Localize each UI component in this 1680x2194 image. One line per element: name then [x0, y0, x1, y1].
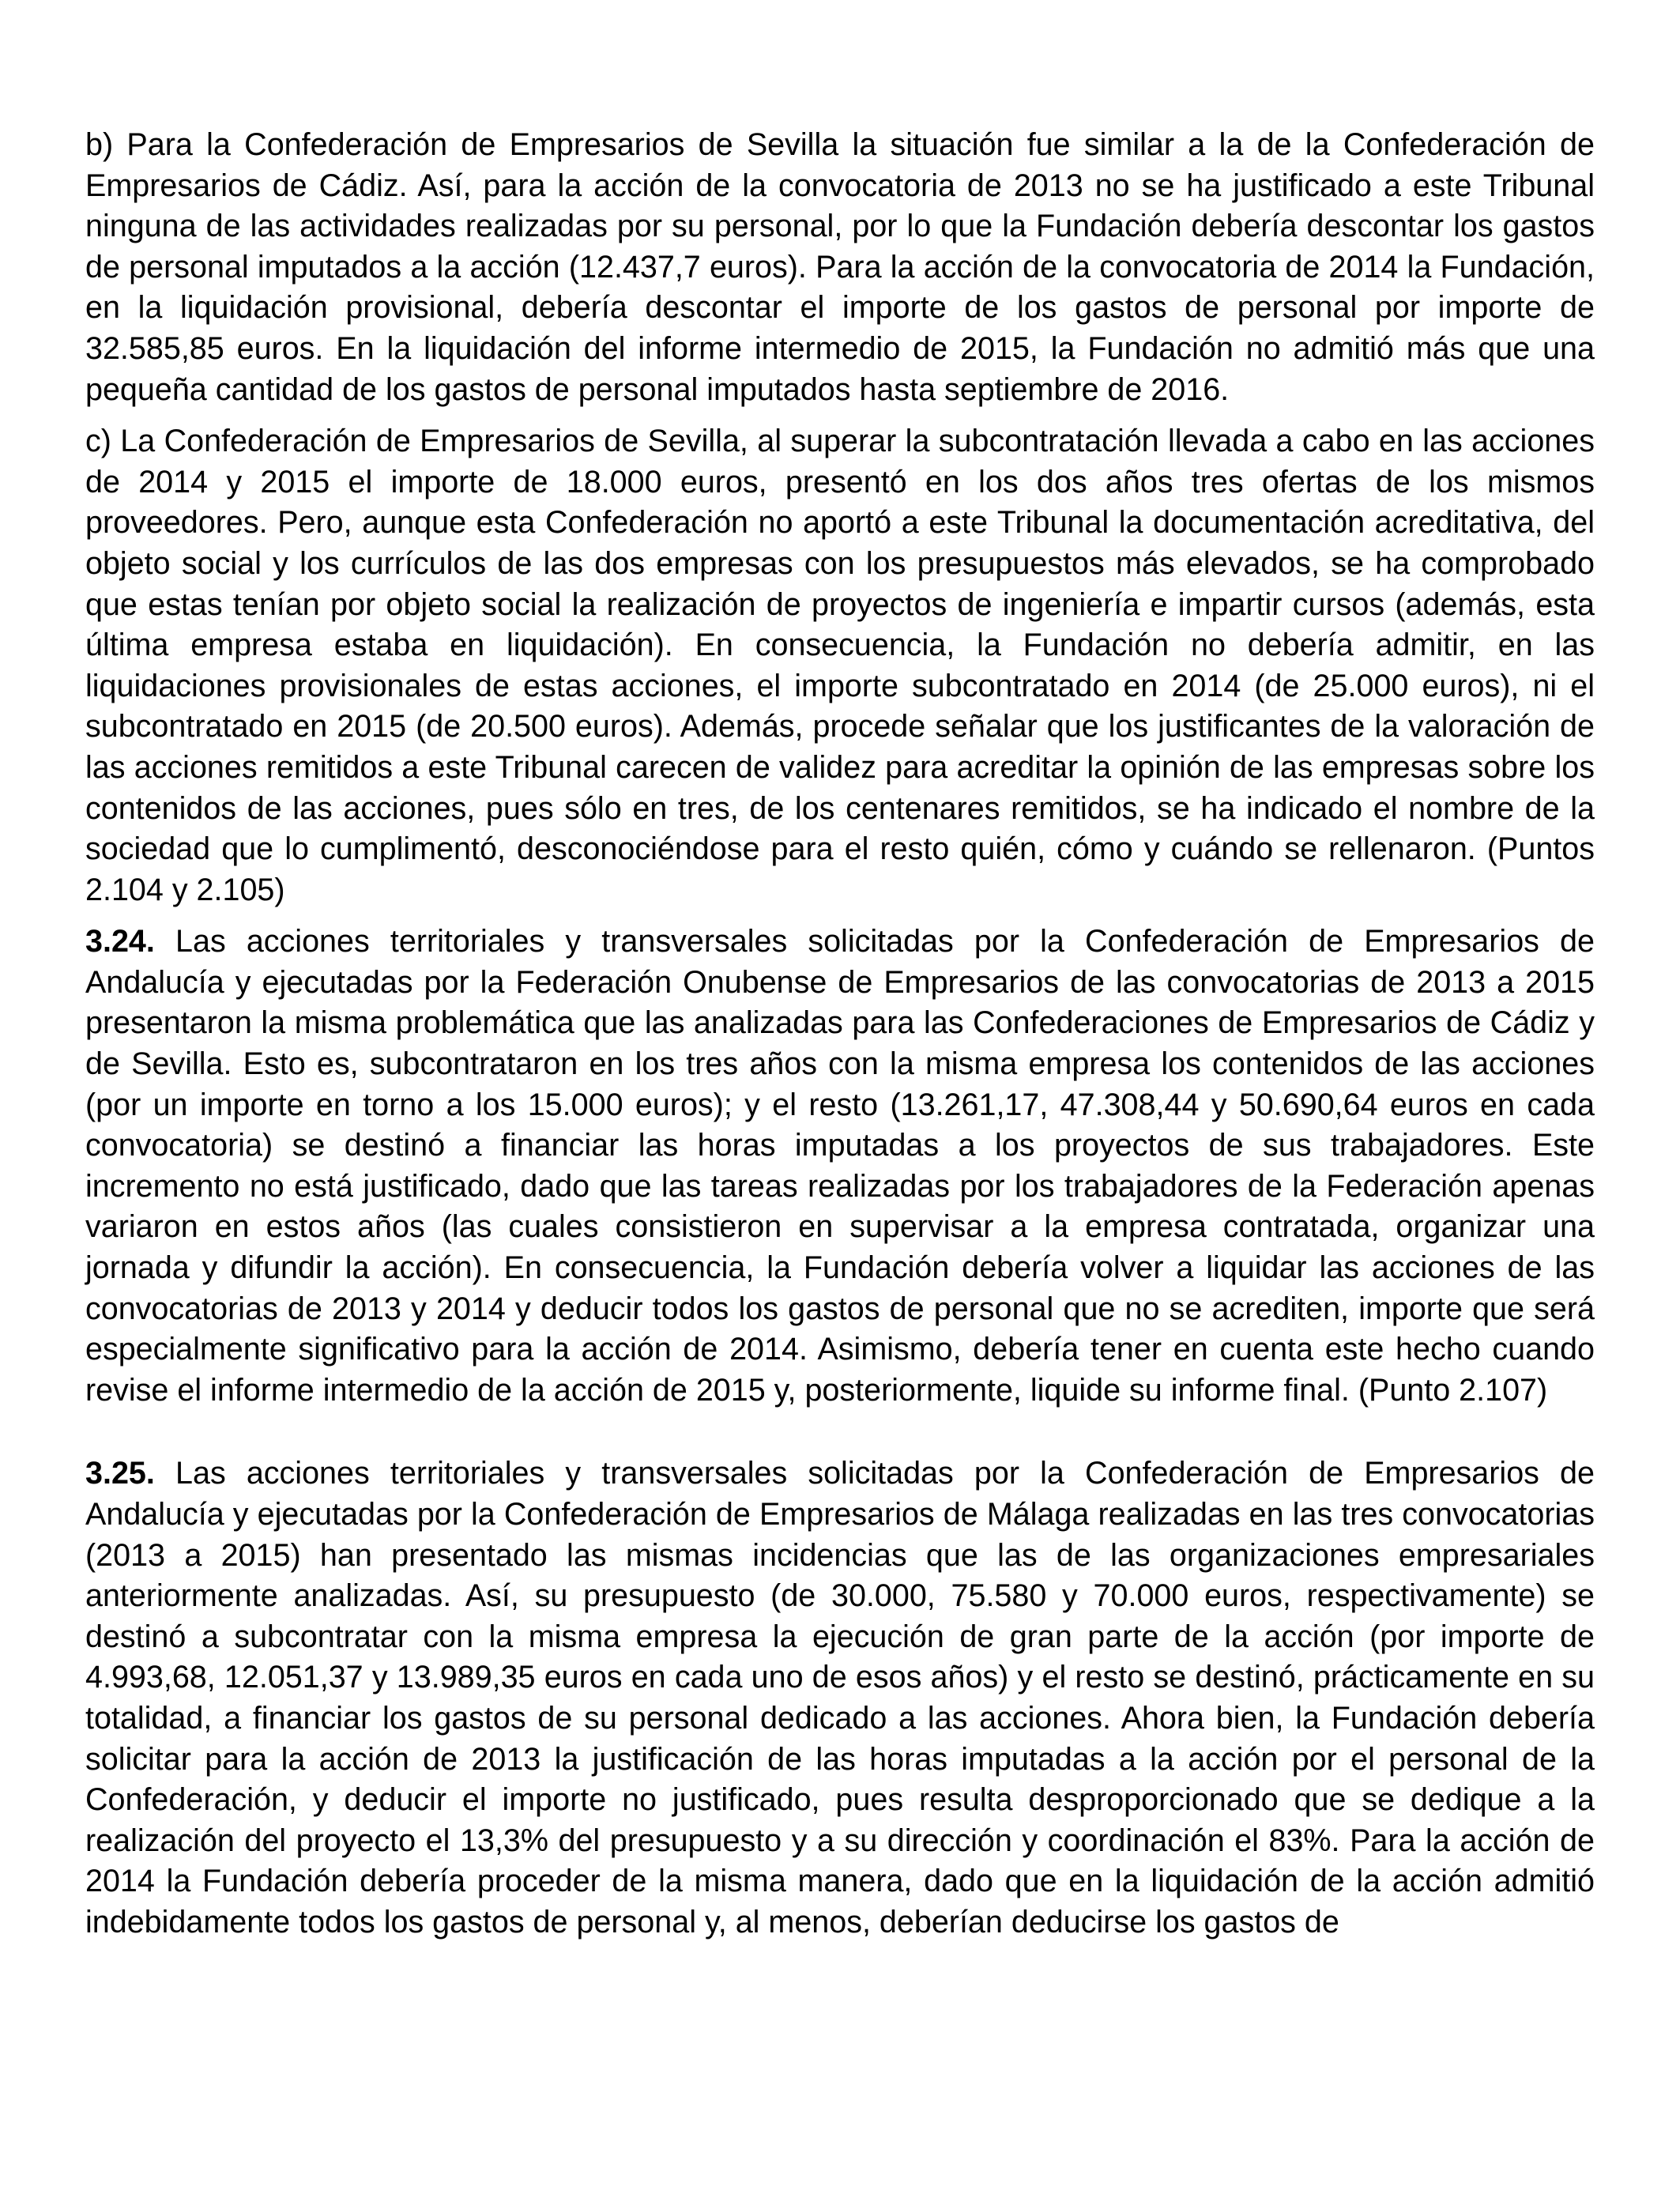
- section-number-3-24: 3.24.: [85, 924, 155, 959]
- list-label-b: b): [85, 127, 127, 162]
- paragraph-b: [85, 125, 1595, 410]
- section-number-3-25: 3.25.: [85, 1456, 155, 1491]
- document-page: [85, 125, 1595, 1943]
- section-3-25: [85, 1453, 1595, 1943]
- paragraph-c-text: La Confederación de Empresarios de Sevilla, al superar la subcontratación llevada a cabo en las acciones de 2014 y 2015 el importe de 18.000 euros, presentó en los dos años tres ofertas de los mismos proveedores. Pero, aunque esta Confederación no aportó a este Tribunal la documentación acreditativa, del objeto social y los currículos de las dos empresas con los presupuestos más elevados, se ha comprobado que estas tenían por objeto social la realización de proyectos de ingeniería e impartir cursos (además, esta última empresa estaba en liquidación). En consecuencia, la Fundación no debería admitir, en las liquidaciones provisionales de estas acciones, el importe subcontratado en 2014 (de 25.000 euros), ni el subcontratado en 2015 (de 20.500 euros). Además, procede señalar que los justificantes de la valoración de las acciones remitidos a este Tribunal carecen de validez para acreditar la opinión de las empresas sobre los contenidos de las acciones, pues sólo en tres, de los centenares remitidos, se ha indicado el nombre de la sociedad que lo cumplimentó, desconociéndose para el resto quién, cómo y cuándo se rellenaron. (Puntos 2.104 y 2.105): [85, 424, 1595, 907]
- section-3-24-text: Las acciones territoriales y transversales solicitadas por la Confederación de Empresarios de Andalucía y ejecutadas por la Federación Onubense de Empresarios de las convocatorias de 2013 a 2015 presentaron la misma problemática que las analizadas para las Confederaciones de Empresarios de Cádiz y de Sevilla. Esto es, subcontrataron en los tres años con la misma empresa los contenidos de las acciones (por un importe en torno a los 15.000 euros); y el resto (13.261,17, 47.308,44 y 50.690,64 euros en cada convocatoria) se destinó a financiar las horas imputadas a los proyectos de sus trabajadores. Este incremento no está justificado, dado que las tareas realizadas por los trabajadores de la Federación apenas variaron en estos años (las cuales consistieron en supervisar a la empresa contratada, organizar una jornada y difundir la acción). En consecuencia, la Fundación debería volver a liquidar las acciones de las convocatorias de 2013 y 2014 y deducir todos los gastos de personal que no se acrediten, importe que será especialmente significativo para la acción de 2014. Asimismo, debería tener en cuenta este hecho cuando revise el informe intermedio de la acción de 2015 y, posteriormente, liquide su informe final. (Punto 2.107): [85, 924, 1595, 1408]
- section-3-24: [85, 922, 1595, 1411]
- paragraph-b-text: Para la Confederación de Empresarios de Sevilla la situación fue similar a la de la Confederación de Empresarios de Cádiz. Así, para la acción de la convocatoria de 2013 no se ha justificado a este Tribunal ninguna de las actividades realizadas por su personal, por lo que la Fundación debería descontar los gastos de personal imputados a la acción (12.437,7 euros). Para la acción de la convocatoria de 2014 la Fundación, en la liquidación provisional, debería descontar el importe de los gastos de personal por importe de 32.585,85 euros. En la liquidación del informe intermedio de 2015, la Fundación no admitió más que una pequeña cantidad de los gastos de personal imputados hasta septiembre de 2016.: [85, 127, 1595, 407]
- section-3-25-text: Las acciones territoriales y transversales solicitadas por la Confederación de Empresarios de Andalucía y ejecutadas por la Confederación de Empresarios de Málaga realizadas en las tres convocatorias (2013 a 2015) han presentado las mismas incidencias que las de las organizaciones empresariales anteriormente analizadas. Así, su presupuesto (de 30.000, 75.580 y 70.000 euros, respectivamente) se destinó a subcontratar con la misma empresa la ejecución de gran parte de la acción (por importe de 4.993,68, 12.051,37 y 13.989,35 euros en cada uno de esos años) y el resto se destinó, prácticamente en su totalidad, a financiar los gastos de su personal dedicado a las acciones. Ahora bien, la Fundación debería solicitar para la acción de 2013 la justificación de las horas imputadas a la acción por el personal de la Confederación, y deducir el importe no justificado, pues resulta desproporcionado que se dedique a la realización del proyecto el 13,3% del presupuesto y a su dirección y coordinación el 83%. Para la acción de 2014 la Fundación debería proceder de la misma manera, dado que en la liquidación de la acción admitió indebidamente todos los gastos de personal y, al menos, deberían deducirse los gastos de: [85, 1456, 1595, 1940]
- paragraph-c: [85, 421, 1595, 910]
- list-label-c: c): [85, 424, 121, 459]
